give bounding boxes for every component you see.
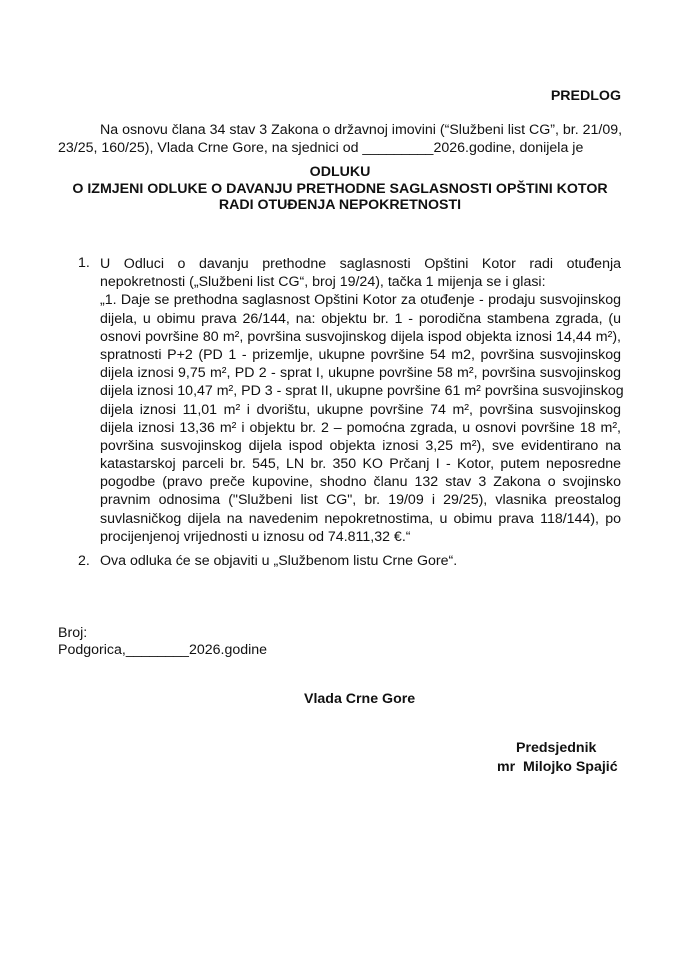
- item-line: dijela iznosi 10,47 m², PD 3 - sprat II, ukupne površine 61 m² površina susvojinskog: [100, 383, 624, 400]
- number-field: Broj:: [58, 625, 88, 641]
- item-line: dijela iznosi 9,75 m², PD 2 - sprat I, ukupne površine 58 m², površina susvojinskog: [100, 365, 621, 382]
- item-line: dijela iznosi 11,01 m² i dvorištu, ukupne površine 74 m², površina susvojinskog: [100, 401, 621, 418]
- item-line: nepokretnosti („Službeni list CG“, broj 19/24), tačka 1 mijenja se i glasi:: [100, 274, 546, 291]
- item-number: 2.: [78, 553, 90, 569]
- signatory-name: mr Milojko Spajić: [497, 759, 618, 775]
- item-number: 1.: [78, 255, 90, 271]
- item-line: površina susvojinskog dijela ispod objekta iznosi 3,25 m²), sve evidentirano na: [100, 437, 621, 454]
- item-line: spratnosti P+2 (PD 1 - prizemlje, ukupne površine 54 m2, površina susvojinskog: [100, 346, 621, 363]
- item-line: katastarskoj parceli br. 545, LN br. 350 KO Prčanj I - Kotor, putem neposredne: [100, 456, 621, 473]
- item-line: dijela iznosi 13,36 m² i objektu br. 2 – pomoćna zgrada, u osnovi površine 18 m²,: [100, 419, 621, 436]
- title-line: O IZMJENI ODLUKE O DAVANJU PRETHODNE SAGLASNOSTI OPŠTINI KOTOR: [72, 180, 608, 197]
- title-line: ODLUKU: [309, 164, 371, 180]
- item-line: osnovi površine 80 m², površina susvojinskog dijela ispod objekta iznosi 14,44 m²),: [100, 328, 621, 345]
- item-line: pravnim odnosima ("Službeni list CG", br. 19/09 i 29/25), vlasnika preostalog: [100, 492, 621, 509]
- document-title: [40, 164, 640, 214]
- item-line: dijela, u obimu prava 26/144, na: objektu br. 1 - porodična stambena zgrada, (u: [100, 310, 621, 327]
- government-name: Vlada Crne Gore: [304, 691, 416, 707]
- item-line: „1. Daje se prethodna saglasnost Opštini Kotor za otuđenje - prodaju susvojinskog: [100, 292, 621, 309]
- signatory-role: Predsjednik: [516, 740, 597, 756]
- preamble-line: 23/25, 160/25), Vlada Crne Gore, na sjednici od _________2026.godine, donijela je: [58, 140, 584, 157]
- item-2-text: Ova odluka će se objaviti u „Službenom listu Crne Gore“.: [100, 553, 458, 569]
- item-1-text: [100, 255, 624, 546]
- proposal-label: PREDLOG: [550, 88, 621, 104]
- item-line: U Odluci o davanju prethodne saglasnosti Opštini Kotor radi otuđenja: [100, 256, 621, 272]
- preamble-line: Na osnovu člana 34 stav 3 Zakona o državnoj imovini (“Službeni list CG”, br. 21/09,: [100, 122, 623, 138]
- item-line: procijenjenoj vrijednosti u iznosu od 74.811,32 €.“: [100, 528, 411, 545]
- title-line: RADI OTUĐENJA NEPOKRETNOSTI: [218, 197, 462, 213]
- preamble: [58, 121, 621, 157]
- place-date: Podgorica,________2026.godine: [58, 642, 268, 658]
- item-line: suvlasničkog dijela na navedenim nepokretnostima, u obimu prava 118/144), po: [100, 510, 621, 527]
- item-line: pogodbe (pravo preče kupovine, shodno članu 132 stav 3 Zakona o svojinsko: [100, 474, 621, 491]
